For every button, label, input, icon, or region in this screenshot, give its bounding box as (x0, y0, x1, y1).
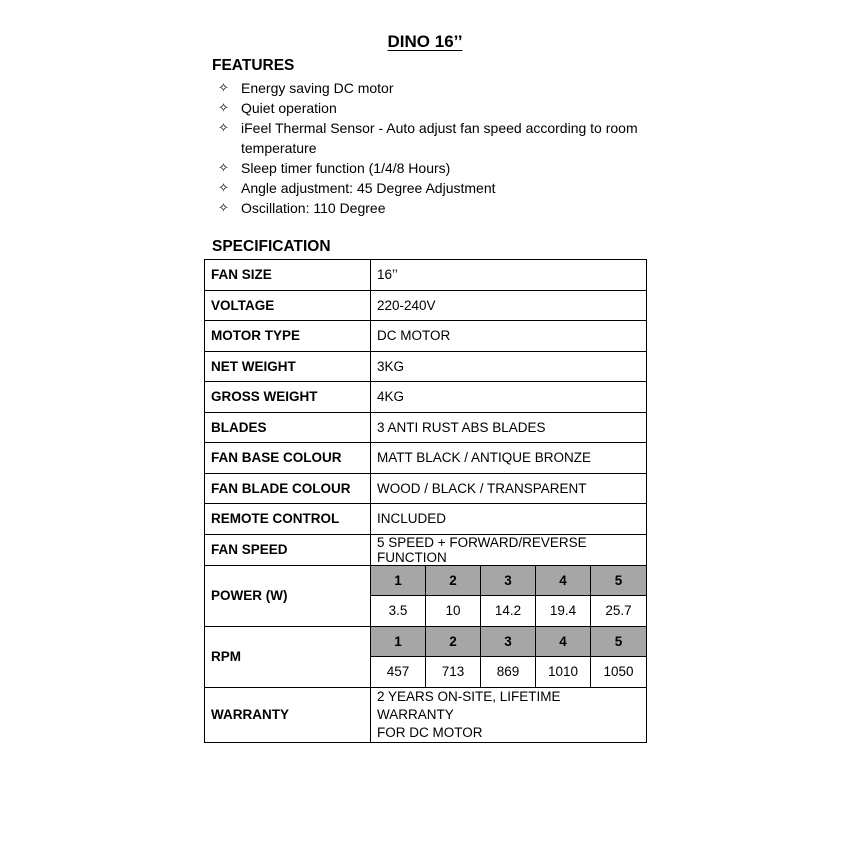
four-point-star-outline-icon: ✧ (218, 120, 229, 135)
power-speed-header: 4 (536, 565, 591, 596)
power-speed-header: 5 (591, 565, 647, 596)
spec-value: 16’’ (371, 260, 647, 291)
features-list (218, 78, 648, 218)
spec-row-rpm-speeds (205, 626, 647, 657)
spec-row-power-speeds (205, 565, 647, 596)
rpm-value: 1010 (536, 657, 591, 688)
spec-label: GROSS WEIGHT (205, 382, 371, 413)
feature-item: ✧ Oscillation: 110 Degree (218, 200, 386, 216)
spec-label: BLADES (205, 412, 371, 443)
spec-label-warranty: WARRANTY (205, 687, 371, 742)
spec-value: 4KG (371, 382, 647, 413)
four-point-star-outline-icon: ✧ (218, 180, 229, 195)
spec-row-motor-type (205, 321, 647, 352)
power-speed-header: 2 (426, 565, 481, 596)
spec-value: WOOD / BLACK / TRANSPARENT (371, 473, 647, 504)
warranty-line: 2 YEARS ON-SITE, LIFETIME WARRANTY (377, 688, 561, 722)
feature-item: ✧ Quiet operation (218, 100, 337, 116)
rpm-speed-header: 5 (591, 626, 647, 657)
spec-row-voltage (205, 290, 647, 321)
spec-label: VOLTAGE (205, 290, 371, 321)
feature-item: ✧ Angle adjustment: 45 Degree Adjustment (218, 180, 496, 196)
spec-value: 3 ANTI RUST ABS BLADES (371, 412, 647, 443)
spec-value: DC MOTOR (371, 321, 647, 352)
feature-item: ✧ Sleep timer function (1/4/8 Hours) (218, 160, 451, 176)
spec-label-rpm: RPM (205, 626, 371, 687)
rpm-value: 713 (426, 657, 481, 688)
spec-row-fan-base-colour (205, 443, 647, 474)
spec-row-blades (205, 412, 647, 443)
spec-value: 220-240V (371, 290, 647, 321)
four-point-star-outline-icon: ✧ (218, 100, 229, 115)
spec-row-fan-blade-colour (205, 473, 647, 504)
spec-value: MATT BLACK / ANTIQUE BRONZE (371, 443, 647, 474)
spec-row-fan-speed (205, 534, 647, 565)
power-value: 19.4 (536, 596, 591, 627)
features-heading: FEATURES (212, 57, 295, 74)
power-speed-header: 3 (481, 565, 536, 596)
four-point-star-outline-icon: ✧ (218, 80, 229, 95)
feature-item: ✧ Energy saving DC motor (218, 80, 394, 96)
spec-label: REMOTE CONTROL (205, 504, 371, 535)
four-point-star-outline-icon: ✧ (218, 200, 229, 215)
spec-value: INCLUDED (371, 504, 647, 535)
spec-value: 3KG (371, 351, 647, 382)
power-speed-header: 1 (371, 565, 426, 596)
spec-row-remote-control (205, 504, 647, 535)
specification-heading: SPECIFICATION (212, 238, 331, 255)
power-value: 14.2 (481, 596, 536, 627)
spec-value-warranty (371, 687, 647, 742)
rpm-speed-header: 3 (481, 626, 536, 657)
spec-label: NET WEIGHT (205, 351, 371, 382)
spec-label: FAN SPEED (205, 534, 371, 565)
rpm-value: 869 (481, 657, 536, 688)
spec-label: FAN SIZE (205, 260, 371, 291)
spec-label: FAN BLADE COLOUR (205, 473, 371, 504)
four-point-star-outline-icon: ✧ (218, 160, 229, 175)
spec-row-net-weight (205, 351, 647, 382)
feature-item: ✧ iFeel Thermal Sensor - Auto adjust fan speed according to room temperature (218, 120, 638, 156)
spec-label-power: POWER (W) (205, 565, 371, 626)
rpm-value: 457 (371, 657, 426, 688)
specification-table (204, 259, 647, 743)
rpm-speed-header: 1 (371, 626, 426, 657)
document-title: DINO 16’’ (387, 32, 463, 51)
spec-value: 5 SPEED + FORWARD/REVERSE FUNCTION (371, 534, 647, 565)
spec-row-warranty (205, 687, 647, 742)
rpm-speed-header: 4 (536, 626, 591, 657)
spec-label: MOTOR TYPE (205, 321, 371, 352)
power-value: 3.5 (371, 596, 426, 627)
power-value: 10 (426, 596, 481, 627)
spec-row-fan-size (205, 260, 647, 291)
spec-row-gross-weight (205, 382, 647, 413)
spec-label: FAN BASE COLOUR (205, 443, 371, 474)
warranty-line: FOR DC MOTOR (377, 724, 483, 740)
power-value: 25.7 (591, 596, 647, 627)
rpm-speed-header: 2 (426, 626, 481, 657)
rpm-value: 1050 (591, 657, 647, 688)
